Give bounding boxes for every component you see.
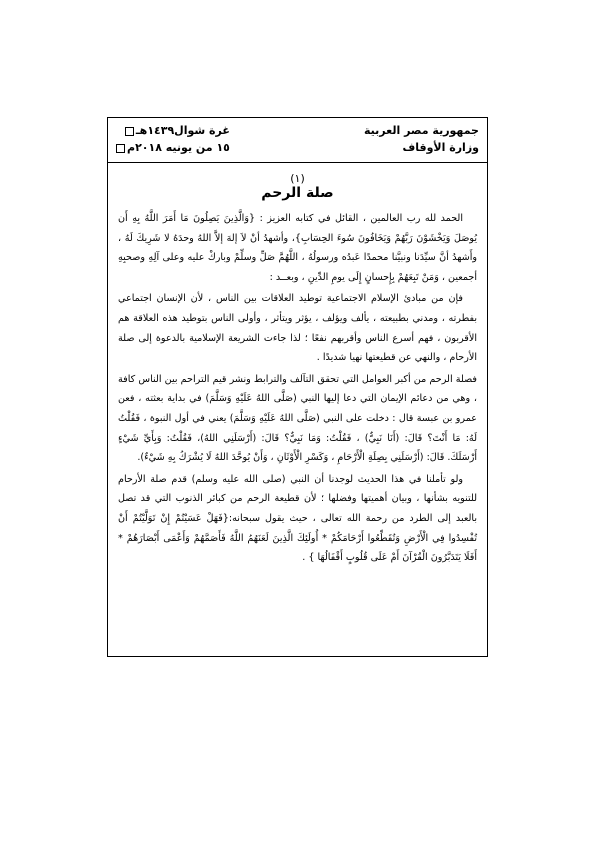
paragraph-reflection: ولو تأملنا في هذا الحديث لوجدنا أن النبي (صلى الله عليه وسلم) قدم صلة الأرحام للتنويه بشأنها ، وبيان أهميتها وفضلها ؛ لأن قطيعة الرحم من كبائر الذنوب التي قد تصل بالعبد إلى الطرد من رحمة الله تعالى ، حيث يقول سبحانه:{فَهَلْ عَسَيْتُمْ إِنْ تَوَلَّيْتُمْ أَنْ تُفْسِدُوا فِي الْأَرْضِ وَتُقَطِّعُوا أَرْحَامَكُمْ * أُولَئِكَ الَّذِينَ لَعَنَهُمُ اللَّهُ فَأَصَمَّهُمْ وَأَعْمَى أَبْصَارَهُمْ * أَفَلَا يَتَدَبَّرُونَ الْقُرْآنَ أَمْ عَلَى قُلُوبٍ أَقْفَالُهَا } . (118, 473, 477, 564)
issuer-block (364, 122, 479, 156)
gregorian-date-row (116, 139, 230, 156)
checkbox-square-icon (116, 144, 125, 153)
gregorian-date: ١٥ من يونيه ٢٠١٨م (127, 141, 230, 154)
checkbox-square-icon (125, 127, 134, 136)
page-frame (107, 117, 488, 657)
paragraph-opening: الحمد لله رب العالمين ، القائل في كتابه العزيز : {وَالَّذِينَ يَصِلُونَ مَا أَمَرَ اللَّهُ بِهِ أَن يُوصَلَ وَيَخْشَوْنَ رَبَّهُمْ وَيَخَافُونَ سُوءَ الحِسَابِ}، وأشهدُ أنْ لاَ إلهَ إلاَّ اللهُ وحدَهُ لا شَرِيكَ لَهُ ، وأَشهدُ أنَّ سيِّدَنا ونبيَّنا محمدًا عَبدُه ورسولُهُ ، اللَّهُمَّ صَلِّ وسلِّمْ وباركْ عليه وعلى آلِهِ وصحبِهِ أجمعين ، وَمَنْ تَبِعَهُمْ بِإِحسانٍ إِلَى يومِ الدِّينِ ، وبعــد : (118, 213, 477, 283)
country-name: جمهورية مصر العربية (364, 124, 479, 137)
hijri-date-row (116, 122, 230, 139)
date-block (116, 122, 230, 156)
sermon-number: (١) (290, 172, 305, 185)
paragraph-principles: فإن من مبادئ الإسلام الاجتماعية توطيد العلاقات بين الناس ، لأن الإنسان اجتماعي بفطرته ، ومدني بطبيعته ، يألف ويؤلف ، يؤثر ويتأثر ، وأولى الناس بتوطيد هذه العلاقة هم الأقربون ، فهم أسرع الناس وأقربهم نفعًا ؛ لذا جاءت الشريعة الإسلامية بالدعوة إلى صلة الأرحام ، والنهي عن قطيعتها نهيا شديدًا . (118, 293, 477, 364)
paragraph-hadith: فصلة الرحم من أكبر العوامل التي تحقق التآلف والترابط ونشر قيم التراحم بين الناس كافة ، وهي من دعائم الإيمان التي دعا إليها النبي (صَلَّى اللهُ عَلَيْهِ وَسَلَّمَ) في بداية بعثته ، فعن عمرو بن عبسة قال : دخلت على النبي (صَلَّى اللهُ عَلَيْهِ وَسَلَّمَ) يعني في أول النبوة ، فَقُلْتُ لَهُ: مَا أَنْتَ؟ قَالَ: (أَنَا نَبِيٌّ) ، فَقُلْتُ: وَمَا نَبِيٌّ؟ قَالَ: (أَرْسَلَنِي اللهُ)، فَقُلْتُ: وَبِأَيِّ شَيْءٍ أَرْسَلَكَ. قَالَ: (أَرْسَلَنِي بِصِلَةِ الْأَرْحَامِ ، وَكَسْرِ الْأَوْثَانِ ، وَأَنْ يُوحَّدَ اللهُ لَا يُشْرَكُ بِهِ شَيْءٌ). (118, 373, 477, 464)
sermon-title: صلة الرحم (261, 185, 334, 201)
sermon-content (108, 164, 487, 656)
ministry-name: وزارة الأوقاف (402, 141, 479, 154)
hijri-date: غرة شوال١٤٣٩هـ (135, 124, 230, 137)
document-header (108, 118, 487, 163)
